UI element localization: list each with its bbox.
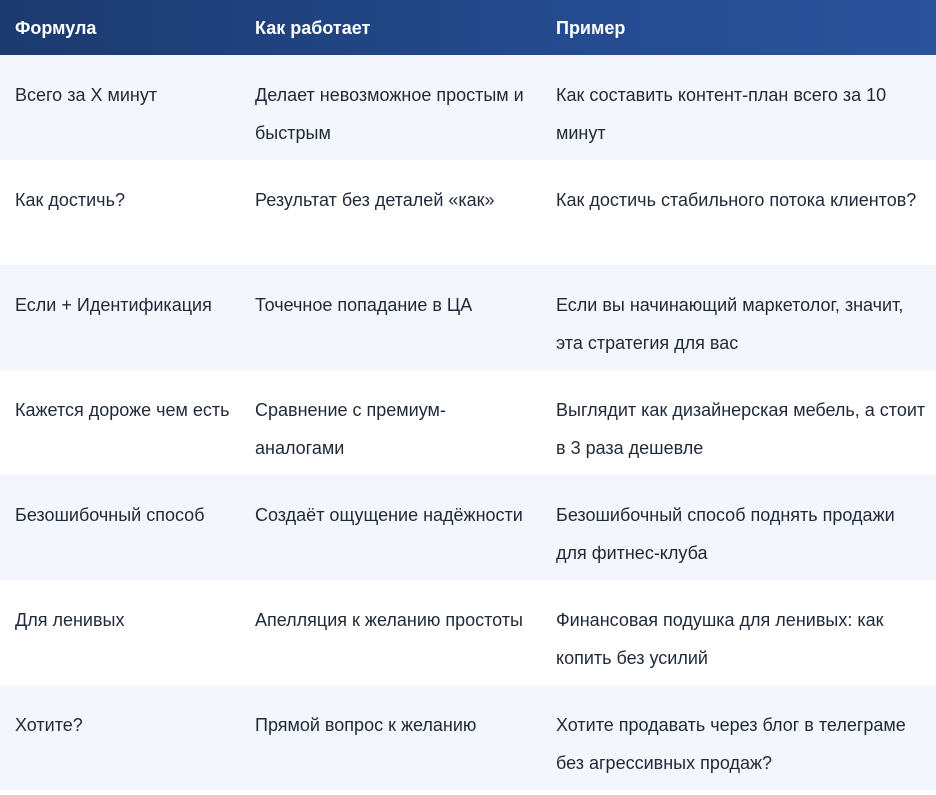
table-row <box>0 475 936 580</box>
cell-how-it-works: Делает невозможное простым и быстрым <box>255 85 524 143</box>
header-row <box>0 0 936 55</box>
header-how-it-works: Как работает <box>255 17 371 38</box>
cell-example: Если вы начинающий маркетолог, значит, эта стратегия для вас <box>556 295 904 353</box>
cell-formula: Всего за X минут <box>15 85 158 105</box>
header-example: Пример <box>556 17 626 38</box>
cell-how-it-works: Точечное попадание в ЦА <box>255 295 473 315</box>
cell-how-it-works: Прямой вопрос к желанию <box>255 715 477 735</box>
cell-formula: Кажется дороже чем есть <box>15 400 230 420</box>
table-row <box>0 265 936 370</box>
cell-formula: Для ленивых <box>15 610 125 630</box>
cell-example: Как достичь стабильного потока клиентов? <box>556 190 917 210</box>
table-row <box>0 370 936 475</box>
cell-example: Выглядит как дизайнерская мебель, а стоит в 3 раза дешевле <box>556 400 926 458</box>
table-header <box>0 0 936 55</box>
cell-example: Безошибочный способ поднять продажи для фитнес-клуба <box>556 505 895 563</box>
header-formula: Формула <box>15 17 97 38</box>
cell-how-it-works: Апелляция к желанию простоты <box>255 610 523 630</box>
cell-formula: Безошибочный способ <box>15 505 205 525</box>
cell-example: Финансовая подушка для ленивых: как копить без усилий <box>556 610 884 668</box>
table-body <box>0 55 936 790</box>
cell-how-it-works: Сравнение с премиум-аналогами <box>255 400 446 458</box>
table-row <box>0 160 936 265</box>
table-row <box>0 685 936 790</box>
table-row <box>0 580 936 685</box>
cell-example: Хотите продавать через блог в телеграме без агрессивных продаж? <box>556 715 906 773</box>
cell-example: Как составить контент-план всего за 10 минут <box>556 85 887 143</box>
cell-how-it-works: Результат без деталей «как» <box>255 190 495 210</box>
cell-formula: Если + Идентификация <box>15 295 212 315</box>
cell-how-it-works: Создаёт ощущение надёжности <box>255 505 523 525</box>
cell-formula: Хотите? <box>15 715 83 735</box>
cell-formula: Как достичь? <box>15 190 125 210</box>
table-row <box>0 55 936 160</box>
